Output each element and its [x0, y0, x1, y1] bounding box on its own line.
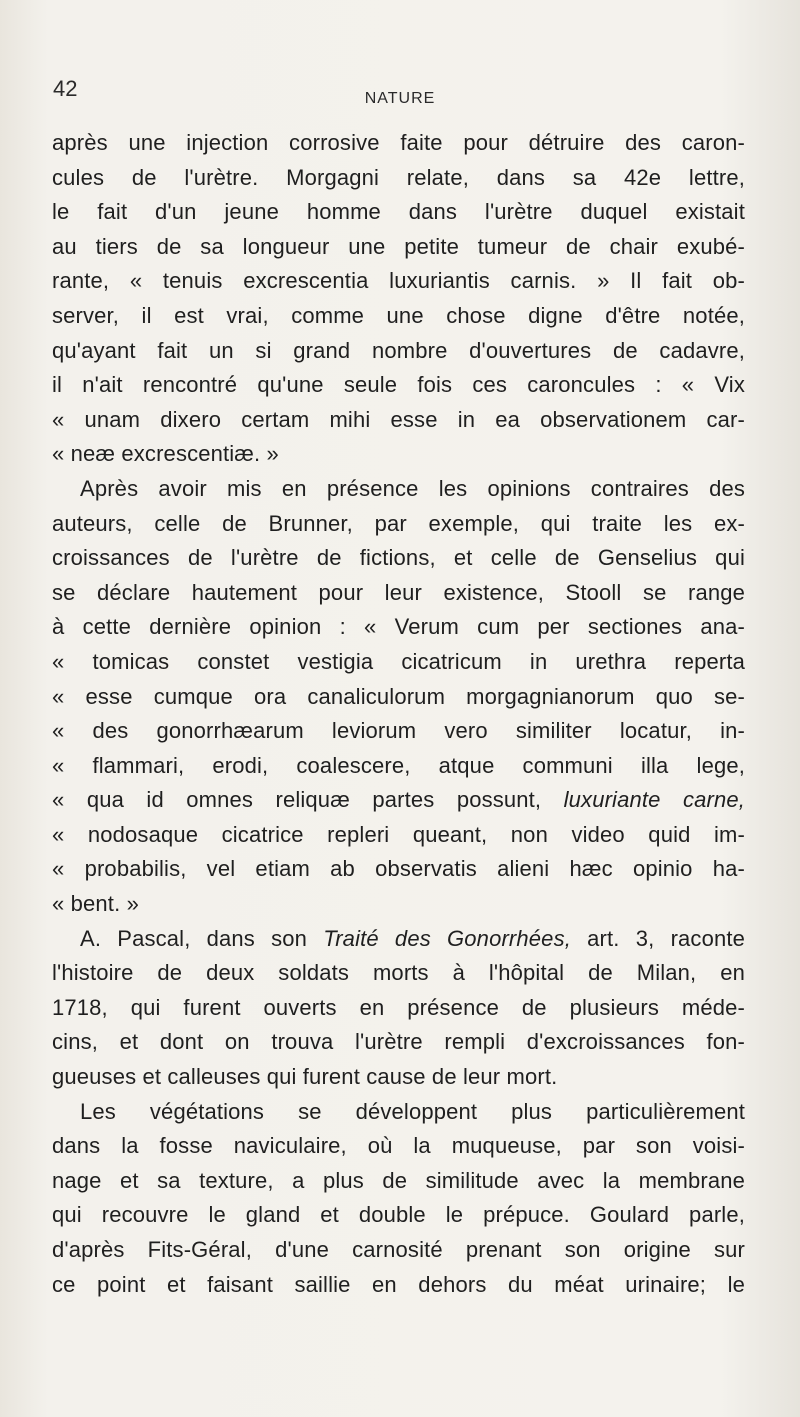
text-run: « probabilis, vel etiam ab observatis alieni hæc opinio ha-	[52, 856, 745, 882]
text-line	[52, 1164, 745, 1199]
text-run: à cette dernière opinion : « Verum cum per sectiones ana-	[52, 614, 745, 640]
text-line	[52, 1095, 745, 1130]
text-line	[52, 1268, 745, 1303]
text-line	[52, 1233, 745, 1268]
text-line	[52, 1025, 745, 1060]
text-run: « bent. »	[52, 891, 139, 917]
body-text	[52, 126, 745, 1302]
text-line	[52, 680, 745, 715]
text-run: gueuses et calleuses qui furent cause de leur mort.	[52, 1064, 558, 1090]
text-line	[52, 507, 745, 542]
text-run: croissances de l'urètre de fictions, et celle de Genselius qui	[52, 545, 745, 571]
text-line	[52, 368, 745, 403]
text-run: au tiers de sa longueur une petite tumeur de chair exubé-	[52, 233, 745, 259]
text-line	[52, 887, 745, 922]
text-run: dans la fosse naviculaire, où la muqueuse, par son voisi-	[52, 1133, 745, 1159]
text-run: le fait d'un jeune homme dans l'urètre duquel existait	[52, 199, 745, 225]
text-run: « unam dixero certam mihi esse in ea observationem car-	[52, 406, 745, 432]
page-number: 42	[53, 76, 78, 101]
text-line	[52, 472, 745, 507]
text-run: « des gonorrhæarum leviorum vero similiter locatur, in-	[52, 718, 745, 744]
text-run: cules de l'urètre. Morgagni relate, dans sa 42e lettre,	[52, 164, 745, 190]
text-line	[52, 714, 745, 749]
text-line	[52, 230, 745, 265]
text-line	[52, 541, 745, 576]
text-line	[52, 610, 745, 645]
text-run: 1718, qui furent ouverts en présence de plusieurs méde-	[52, 994, 745, 1020]
text-line	[52, 1198, 745, 1233]
text-run: après une injection corrosive faite pour détruire des caron-	[52, 130, 745, 155]
text-run: nage et sa texture, a plus de similitude avec la membrane	[52, 1167, 745, 1193]
text-run: cins, et dont on trouva l'urètre rempli d'excroissances fon-	[52, 1029, 745, 1055]
text-line	[52, 922, 745, 957]
text-run: server, il est vrai, comme une chose digne d'être notée,	[52, 302, 745, 328]
text-line	[52, 818, 745, 853]
text-run: qu'ayant fait un si grand nombre d'ouvertures de cadavre,	[52, 337, 745, 363]
text-line	[52, 576, 745, 611]
text-line	[52, 783, 745, 818]
text-line	[52, 403, 745, 438]
italic-text-run: Traité des Gonorrhées,	[323, 925, 571, 951]
text-run: Après avoir mis en présence les opinions contraires des	[80, 475, 745, 501]
text-run: « flammari, erodi, coalescere, atque communi illa lege,	[52, 752, 745, 778]
text-run: l'histoire de deux soldats morts à l'hôpital de Milan, en	[52, 960, 745, 986]
running-title: NATURE	[364, 90, 436, 107]
text-line	[52, 852, 745, 887]
text-run: « qua id omnes reliquæ partes possunt,	[52, 787, 564, 813]
text-line	[52, 264, 745, 299]
text-line	[52, 956, 745, 991]
text-line	[52, 299, 745, 334]
text-line	[52, 334, 745, 369]
text-run: d'après Fits-Géral, d'une carnosité prenant son origine sur	[52, 1237, 745, 1262]
italic-text-run: luxuriante carne,	[563, 787, 745, 813]
text-line	[52, 126, 745, 161]
text-line	[52, 161, 745, 196]
text-run: se déclare hautement pour leur existence, Stooll se range	[52, 579, 745, 605]
text-run: qui recouvre le gland et double le prépuce. Goulard parle,	[52, 1202, 745, 1228]
text-run: « esse cumque ora canaliculorum morgagnianorum quo se-	[52, 683, 745, 709]
text-line	[52, 991, 745, 1026]
text-run: auteurs, celle de Brunner, par exemple, qui traite les ex-	[52, 510, 745, 536]
text-line	[52, 1129, 745, 1164]
text-line	[52, 749, 745, 784]
text-run: « nodosaque cicatrice repleri queant, non video quid im-	[52, 821, 745, 847]
text-line	[52, 195, 745, 230]
text-run: art. 3, raconte	[570, 925, 745, 951]
text-run: ce point et faisant saillie en dehors du méat urinaire; le	[52, 1271, 745, 1297]
text-run: Les végétations se développent plus particulièrement	[80, 1098, 745, 1124]
text-run: il n'ait rencontré qu'une seule fois ces caroncules : « Vix	[52, 372, 745, 398]
text-run: rante, « tenuis excrescentia luxuriantis carnis. » Il fait ob-	[52, 268, 745, 294]
text-line	[52, 645, 745, 680]
text-line	[52, 1060, 745, 1095]
text-run: « neæ excrescentiæ. »	[52, 441, 279, 467]
text-line	[52, 437, 745, 472]
text-run: A. Pascal, dans son	[80, 925, 324, 951]
text-run: « tomicas constet vestigia cicatricum in urethra reperta	[52, 648, 745, 674]
